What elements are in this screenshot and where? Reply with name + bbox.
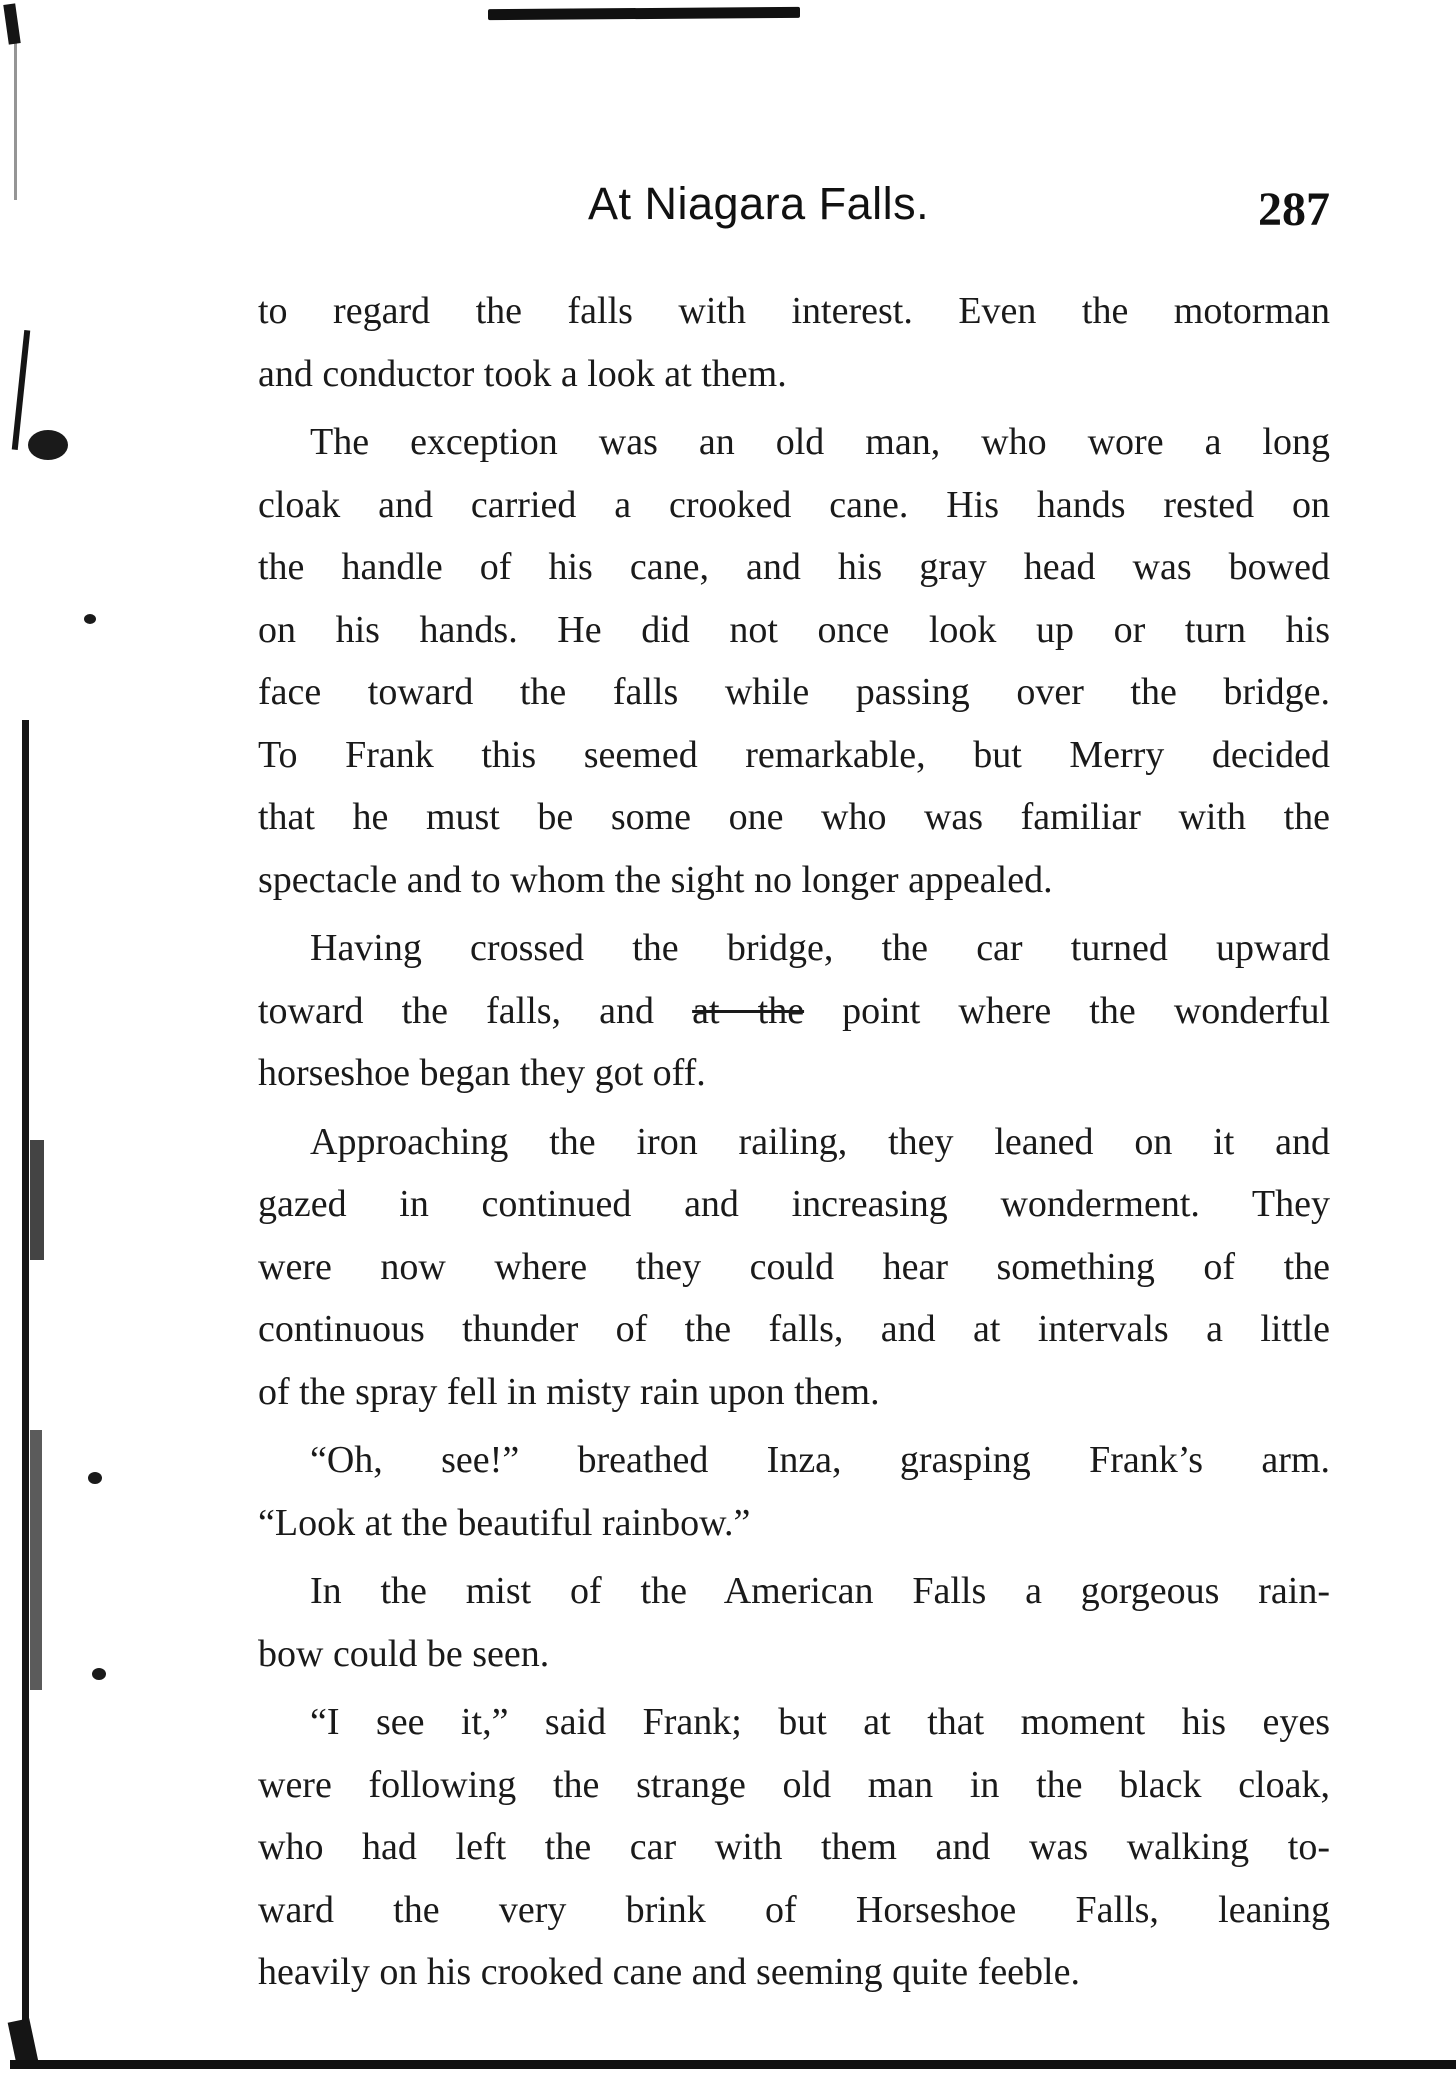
paragraph (258, 1111, 1330, 1424)
text-line: who had left the car with them and was walking to- (258, 1826, 1330, 1868)
text-line: spectacle and to whom the sight no longer appealed. (258, 858, 1053, 901)
text-line: that he must be some one who was familiar with the (258, 796, 1330, 838)
paragraph (258, 280, 1330, 405)
text-line: bow could be seen. (258, 1632, 550, 1675)
scan-edge-mark (3, 3, 20, 44)
text-line: were now where they could hear something of the (258, 1245, 1330, 1288)
scan-edge-mark (8, 2018, 39, 2066)
paragraph (258, 411, 1330, 911)
text-line: and conductor took a look at them. (258, 352, 787, 395)
scan-edge-mark (92, 1668, 106, 1680)
scan-edge-mark (88, 1472, 102, 1484)
scan-edge-mark (84, 614, 96, 624)
page-header (258, 178, 1330, 248)
scan-edge-mark (28, 430, 68, 460)
text-line: Having crossed the bridge, the car turned upward (310, 927, 1330, 969)
text-line: horseshoe began they got off. (258, 1052, 706, 1094)
text-line: gazed in continued and increasing wonderment. They (258, 1183, 1330, 1225)
text-line: the handle of his cane, and his gray head was bowed (258, 546, 1330, 588)
paragraph (258, 1429, 1330, 1554)
text-line: of the spray fell in misty rain upon them. (258, 1370, 880, 1413)
scan-edge-mark (22, 720, 29, 2060)
text-line: In the mist of the American Falls a gorgeous rain- (310, 1570, 1330, 1612)
text-line: ward the very brink of Horseshoe Falls, leaning (258, 1888, 1330, 1931)
page-number: 287 (1258, 183, 1330, 236)
text-line: “I see it,” said Frank; but at that moment his eyes (310, 1701, 1330, 1743)
scan-edge-mark (12, 330, 31, 450)
text-line-with-strikeout: toward the falls, and at the point where the wonderful (258, 989, 1331, 1032)
running-head: At Niagara Falls. (588, 178, 930, 229)
scan-edge-mark (14, 40, 17, 200)
text-line: To Frank this seemed remarkable, but Merry decided (258, 733, 1330, 776)
text-line: Approaching the iron railing, they leaned on it and (310, 1120, 1330, 1163)
text-line: on his hands. He did not once look up or turn his (258, 608, 1330, 651)
struck-phrase: at the (692, 989, 805, 1032)
scan-edge-mark (30, 1430, 42, 1690)
text-line: cloak and carried a crooked cane. His hands rested on (258, 483, 1330, 526)
bottom-rule (10, 2060, 1456, 2069)
top-rule (488, 7, 800, 20)
text-line: were following the strange old man in the black cloak, (258, 1763, 1330, 1806)
scan-edge-mark (30, 1140, 44, 1260)
text-line: “Oh, see!” breathed Inza, grasping Frank’s arm. (310, 1439, 1330, 1481)
text-line: continuous thunder of the falls, and at intervals a little (258, 1308, 1330, 1350)
paragraph (258, 1691, 1330, 2004)
text-line: to regard the falls with interest. Even the motorman (258, 290, 1330, 332)
paragraph (258, 917, 1330, 1105)
text-line: “Look at the beautiful rainbow.” (258, 1501, 751, 1544)
body-text (258, 280, 1330, 2010)
text-line: heavily on his crooked cane and seeming quite feeble. (258, 1951, 1080, 1993)
text-line: face toward the falls while passing over the bridge. (258, 671, 1330, 713)
paragraph (258, 1560, 1330, 1685)
text-line: The exception was an old man, who wore a long (310, 421, 1330, 463)
